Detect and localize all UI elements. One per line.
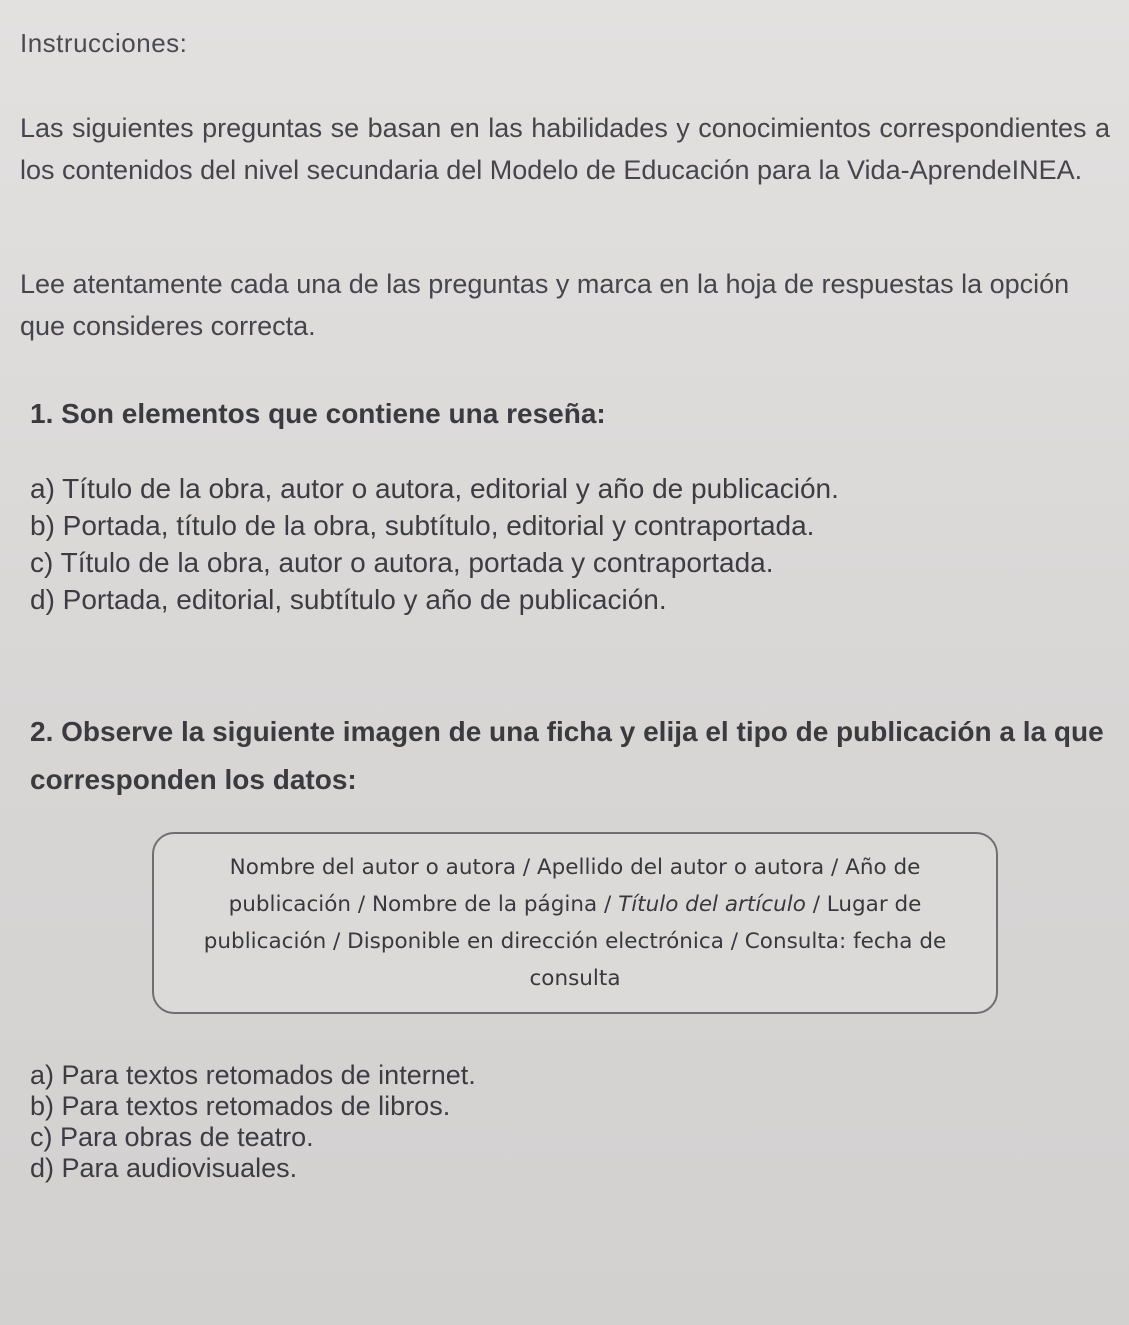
question-1-title: 1. Son elementos que contiene una reseña:: [30, 398, 606, 429]
citation-card: [152, 832, 998, 1014]
instructions-title: Instrucciones:: [20, 28, 188, 58]
question-2-option-d[interactable]: d) Para audiovisuales.: [30, 1153, 298, 1183]
citation-card-text: [170, 849, 980, 997]
question-2-option-b[interactable]: b) Para textos retomados de libros.: [30, 1091, 451, 1121]
instructions-paragraph-1: Las siguientes preguntas se basan en las habilidades y conocimientos correspondientes a los contenidos del nivel secundaria del Modelo de Educación para la Vida-AprendeINEA.: [20, 113, 1110, 185]
instructions-paragraph-2: Lee atentamente cada una de las preguntas y marca en la hoja de respuestas la opción que consideres correcta.: [20, 269, 1070, 341]
question-1-option-c[interactable]: c) Título de la obra, autor o autora, portada y contraportada.: [30, 547, 774, 578]
question-1-option-d[interactable]: d) Portada, editorial, subtítulo y año de publicación.: [30, 584, 667, 615]
citation-text-end: / Lugar de publicación / Disponible en dirección electrónica / Consulta: fecha de consulta: [203, 892, 947, 991]
question-1-options: [30, 470, 839, 618]
question-2-options: [30, 1060, 476, 1184]
question-1-option-a[interactable]: a) Título de la obra, autor o autora, editorial y año de publicación.: [30, 473, 839, 504]
question-2-option-c[interactable]: c) Para obras de teatro.: [30, 1122, 314, 1152]
question-2-option-a[interactable]: a) Para textos retomados de internet.: [30, 1060, 476, 1090]
question-1-option-b[interactable]: b) Portada, título de la obra, subtítulo, editorial y contraportada.: [30, 510, 815, 541]
question-2-title: 2. Observe la siguiente imagen de una ficha y elija el tipo de publicación a la que corresponden los datos:: [30, 716, 1104, 795]
citation-text-italic: Título del artículo: [618, 892, 806, 917]
citation-text-start: Nombre del autor o autora / Apellido del autor o autora / Año de publicación / Nombre de la página /: [228, 855, 921, 917]
